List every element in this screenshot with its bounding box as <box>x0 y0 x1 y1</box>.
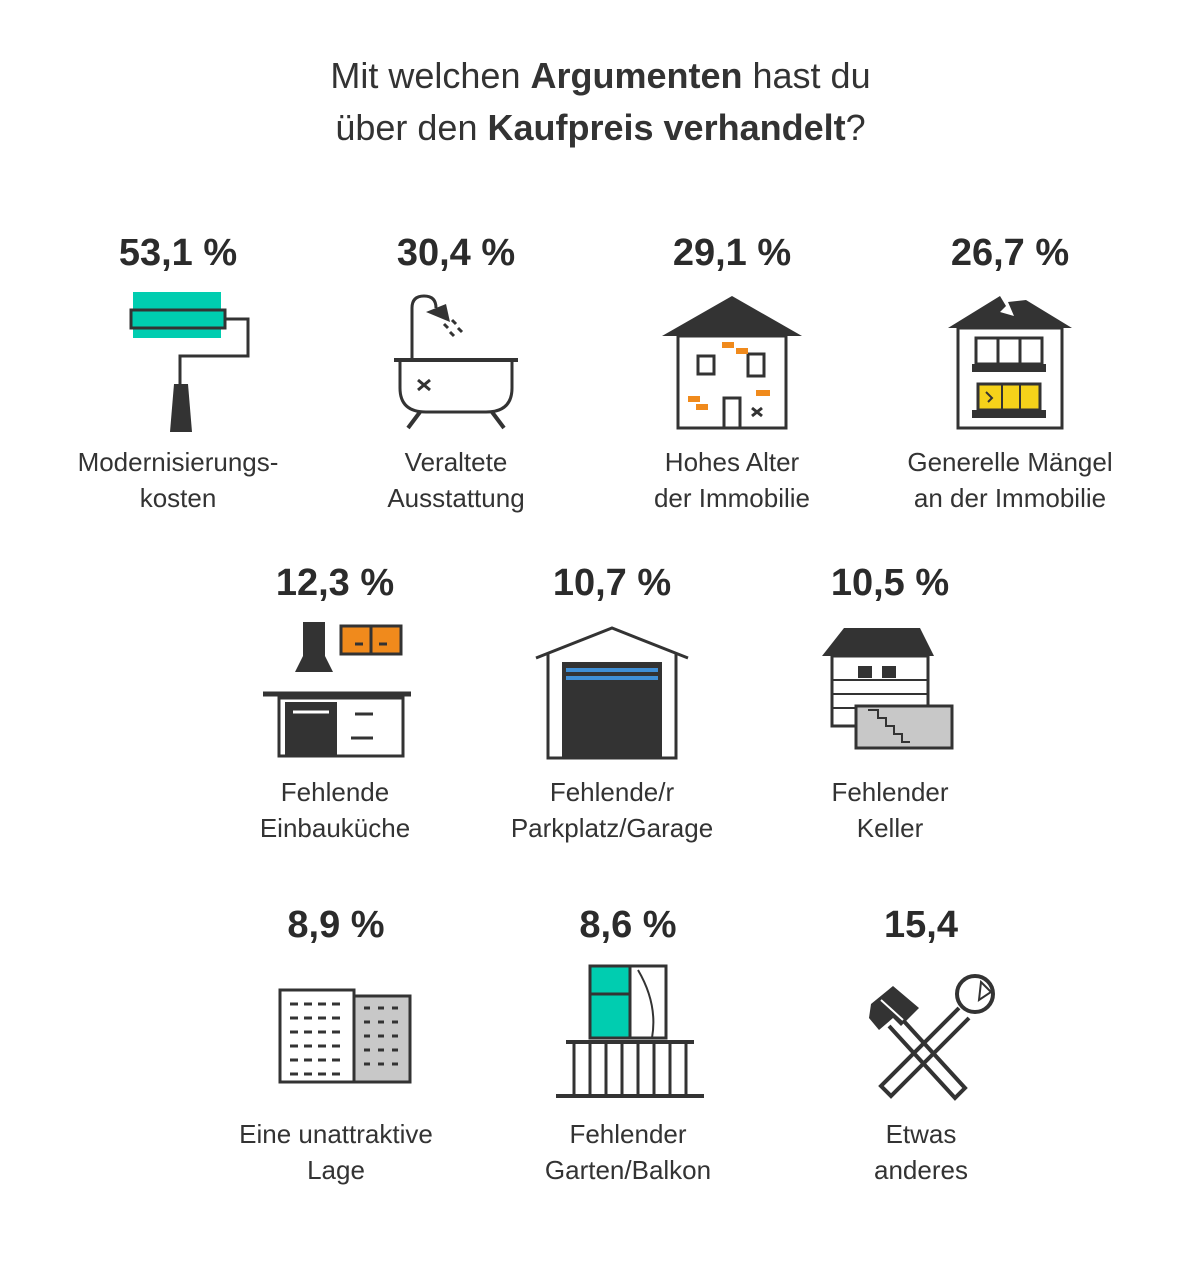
item-einbaukueche <box>205 558 465 846</box>
item-lage <box>206 900 466 1188</box>
item-etwas-anderes <box>791 900 1051 1188</box>
kitchen-icon <box>255 622 415 762</box>
value-label: 26,7 % <box>950 232 1070 274</box>
item-label: Fehlender Garten/Balkon <box>544 1119 712 1185</box>
value-label: 8,6 % <box>579 904 677 946</box>
item-label: Fehlender Keller <box>831 777 949 843</box>
title-line-1: Mit welchen Argumenten hast du <box>330 55 871 96</box>
paint-roller-icon <box>98 292 258 432</box>
item-garage <box>482 558 742 846</box>
chart-title <box>0 50 1201 154</box>
item-hohes-alter <box>602 228 862 516</box>
bathtub-icon <box>376 292 536 432</box>
item-modernisierungskosten <box>48 228 308 516</box>
item-garten-balkon <box>498 900 758 1188</box>
value-label: 10,7 % <box>552 562 672 604</box>
item-veraltete-ausstattung <box>326 228 586 516</box>
basement-house-icon <box>810 622 970 762</box>
item-generelle-maengel <box>880 228 1140 516</box>
garage-icon <box>532 622 692 762</box>
value-label: 8,9 % <box>287 904 385 946</box>
value-label: 30,4 % <box>396 232 516 274</box>
value-label: 29,1 % <box>672 232 792 274</box>
value-label: 10,5 % <box>830 562 950 604</box>
item-keller <box>760 558 1020 846</box>
item-label: Generelle Mängel an der Immobilie <box>907 447 1113 513</box>
item-label: Modernisierungs- kosten <box>77 447 279 513</box>
apartment-blocks-icon <box>256 964 416 1104</box>
damaged-house-icon <box>930 292 1090 432</box>
item-label: Etwas anderes <box>874 1119 968 1185</box>
item-label: Fehlende Einbauküche <box>259 777 411 843</box>
item-label: Veraltete Ausstattung <box>387 447 525 513</box>
title-line-2: über den Kaufpreis verhandelt? <box>335 107 866 148</box>
value-label: 15,4 <box>884 904 958 946</box>
item-label: Eine unattraktive Lage <box>239 1119 433 1185</box>
tools-icon <box>841 964 1001 1104</box>
old-house-icon <box>652 292 812 432</box>
balcony-icon <box>548 964 708 1104</box>
item-label: Fehlende/r Parkplatz/Garage <box>510 777 714 843</box>
item-label: Hohes Alter der Immobilie <box>653 447 811 513</box>
value-label: 53,1 % <box>118 232 238 274</box>
value-label: 12,3 % <box>275 562 395 604</box>
